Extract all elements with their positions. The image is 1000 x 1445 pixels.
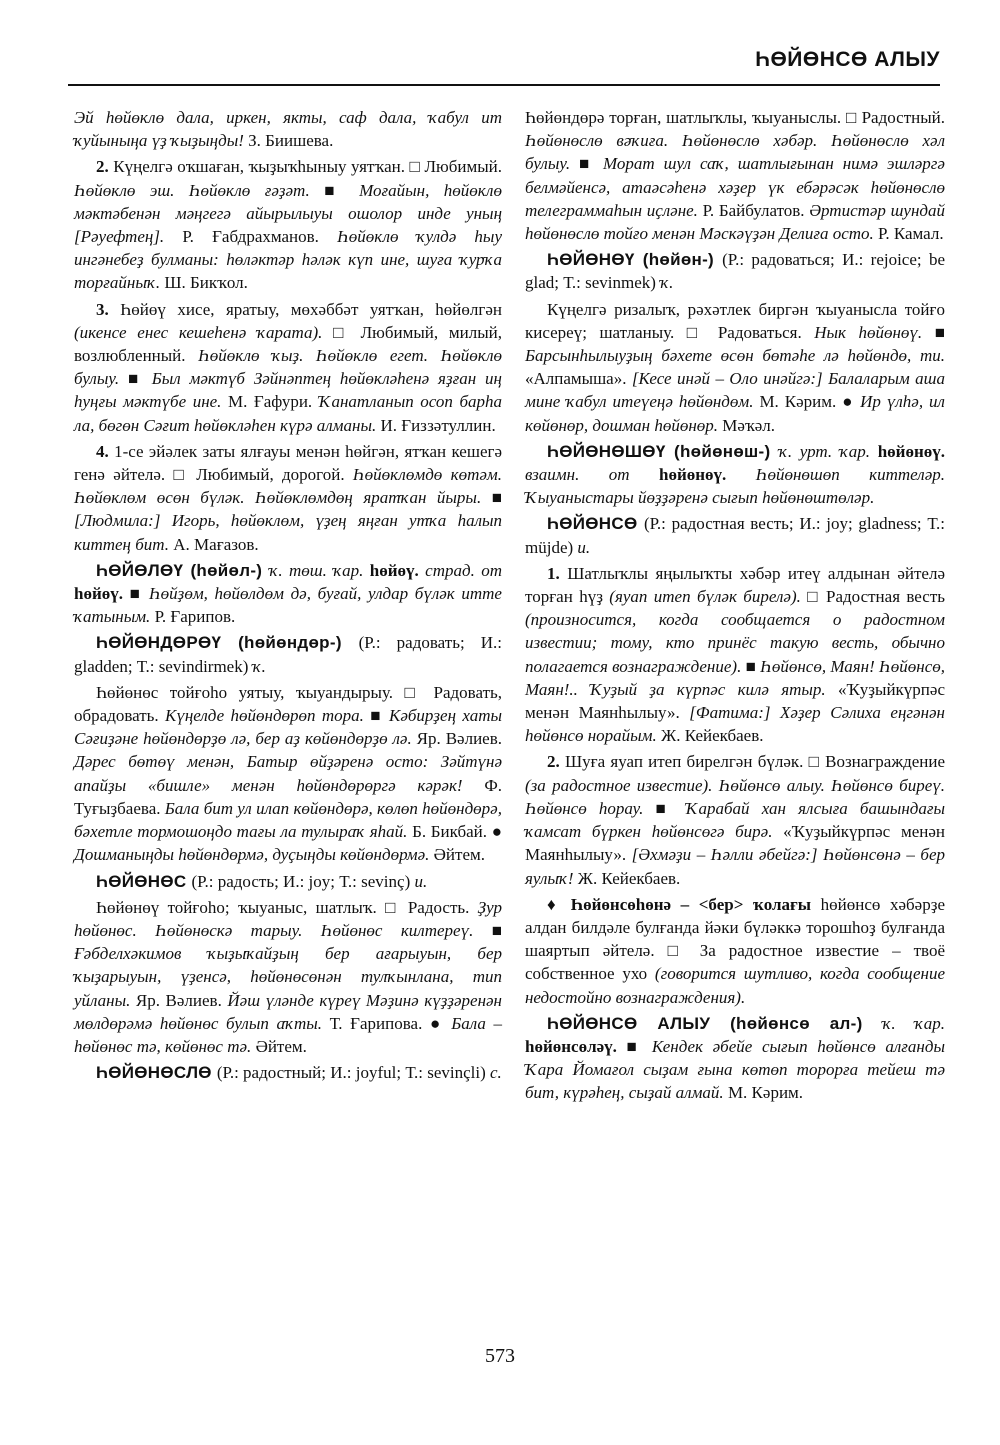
headword: ҺӨЙӨНСӨ АЛЫУ (һөйөнсө ал-) <box>547 1013 883 1033</box>
dictionary-paragraph <box>74 440 502 556</box>
text-run: И. Ғиззәтуллин. <box>380 415 496 435</box>
text-run: Ғәбделхәкимов ҡыҙыҡайҙың бер ағарыуын, бер ҡыҙарыуын, үҙенсә, һөйөнөсөнән тулҡынлана, тип уйланы. <box>74 944 502 1010</box>
text-run: Һөйөнсө, Маян! Һөйөнсө, Маян!.. Ҡуҙый ҙа күрпәс килә ятыр. <box>525 656 945 699</box>
text-run: (Р.: радостная весть; И.: joy; gladness; Т.: müjde) <box>525 514 945 557</box>
text-run: З. Биишева. <box>248 131 334 151</box>
text-run: □ Радостная весть <box>807 587 946 607</box>
text-run: Яр. Вәлиев. <box>416 729 502 749</box>
text-run: һөйөнөү. <box>658 465 756 485</box>
text-run: Морат шул саҡ, шатлығынан нимә эшләргә белмәйенсә, атаәсәһенә хәҙер үк ебәрәсәк һөйөнөслө телеграммаһын иҫләне. <box>525 154 945 220</box>
text-run: (Р.: радовать; И.: gladden; Т.: sevindirmek) <box>74 633 502 676</box>
text-run: һөйөнөү. <box>877 441 945 461</box>
text-run: Ир үлһә, ил көйөнөр, дошман һөйөнөр. <box>525 392 945 435</box>
page-number: 573 <box>485 1345 515 1367</box>
text-run: Ш. Бикҡол. <box>164 273 248 293</box>
text-run: Р. Байбулатов. <box>702 200 810 220</box>
text-run: А. Мағазов. <box>173 534 259 554</box>
headword: ҺӨЙӨНӨҮ (һөйөн-) <box>547 250 723 270</box>
text-run: страд. от <box>425 560 502 580</box>
text-run: Эй һөйөклө дала, иркен, якты, саф дала, ҡабул ит ҡуйыныңа үҙ ҡыҙыңды! <box>74 108 502 151</box>
text-run: Йәш үләнде күреү Мәҙинә күҙҙәренән мөлдөрәмә һөйөнөс булып аҡты. <box>74 990 502 1033</box>
text-run: Күңелгә оҡшаған, ҡыҙыҡһыныу уятҡан. □ Любимый. <box>113 157 502 177</box>
text-run: Т. Ғарипова. <box>329 1013 430 1033</box>
text-run: Һөйөклө ҡулдә һыу ингәнебеҙ булманы: һөләктәр һәләк күп ине, шуға ҡурҡа торғайныҡ. <box>74 227 502 293</box>
text-run: «Алпамыша». <box>525 369 632 389</box>
text-run: и. <box>577 537 591 557</box>
text-run: Һөйөклөмдө көтәм. Һөйөклөм өсөн бүләк. Һөйөклөмдөң яратҡан йыры. <box>74 465 502 508</box>
text-run: Был мәктүб Зәйнәптең һөйөкләһенә яҙған иң һуңғы мәктүбе ине. <box>74 369 502 412</box>
text-run: ● <box>429 1013 452 1033</box>
dictionary-paragraph <box>74 298 502 437</box>
text-run: Кәбирҙең хаты Сәғиҙәне һөйөндөрҙө лә, бер аҙ көйөндөрҙө лә. <box>74 706 502 749</box>
text-run: Барсынһылыуҙың бәхете өсөн бөтәһе лә һөйөндө, ти. <box>525 346 945 366</box>
text-run: ■ <box>579 154 603 174</box>
running-head: ҺӨЙӨНСӨ АЛЫУ <box>755 48 940 71</box>
text-run: Яр. Вәлиев. <box>135 990 228 1010</box>
text-run: Ж. Кейекбаев. <box>577 868 681 888</box>
text-run: «Ҡуҙыйкүрпәс менән Маянһылыу». <box>525 679 945 723</box>
text-run: (произносится, когда сообщается о радостном известии; тому, кто принёс такую весть, обычно полагается вознаграждение). <box>525 610 945 676</box>
text-run: Нык һөйөнөү. <box>814 322 935 342</box>
text-run: Һөйөнөү тойғоһо; ҡыуаныс, шатлыҡ. □ Радость. <box>96 897 478 917</box>
text-run: Күңелгә ризалыҡ, рәхәтлек биргән ҡыуанысла тойғо кисереү; шатланыу. □ Радоваться. <box>525 299 945 342</box>
text-run: 4. <box>96 441 115 461</box>
text-run: һөйөү. ■ <box>74 584 149 604</box>
headword: ҺӨЙӨНӨС <box>96 871 192 891</box>
headword: ҺӨЙӨНӨШӨҮ (һөйөнөш-) <box>547 441 779 461</box>
dictionary-paragraph <box>74 631 502 677</box>
text-run: Һөйөнөслө вәҡиға. Һөйөнөслө хәбәр. Һөйөнөслө хәл булыу. <box>525 131 945 174</box>
text-run: Һөйөнөс тойғоһо уятыу, ҡыуандырыу. □ Радовать, обрадовать. <box>74 682 502 726</box>
text-run: 1-се эйәлек заты ялғауы менән һөйгән, ятҡан кешегә генә әйтелә. □ Любимый, дорогой. <box>74 441 503 485</box>
text-run: (икенсе енес кешеһенә ҡарата). <box>74 322 334 342</box>
text-run: Күңелде һөйөндөрөп тора. <box>165 706 371 726</box>
dictionary-paragraph <box>525 750 945 889</box>
text-run: Бала – һөйөнөс тә, көйөнөс тә. <box>74 1013 502 1056</box>
text-run: ■ <box>370 706 390 726</box>
text-run: 2. <box>96 157 114 177</box>
text-run: Һөйөү хисе, яратыу, мөхәббәт уятҡан, һөйөлгән <box>120 299 502 319</box>
text-run: ҡ. урт. ҡар. <box>778 441 878 461</box>
text-run: Р. Ғабдрахманов. <box>182 227 338 247</box>
text-run: ■ <box>655 798 686 818</box>
dictionary-paragraph <box>525 1012 945 1105</box>
text-run: Мәҡәл. <box>722 415 775 435</box>
text-run: (Р.: радоваться; И.: rejoice; be glad; Т.: sevinmek) <box>525 250 945 293</box>
text-run: [Людмила:] Игорь, һөйөклөм, үҙең яңған утҡа һалып киттең бит. <box>74 511 502 554</box>
right-column <box>525 106 945 1105</box>
text-run: Дошманыңды һөйөндөрмә, дуҫыңды көйөндөрмә. <box>74 845 434 865</box>
headword: ҺӨЙӨНСӨ <box>547 514 644 534</box>
headword: ҺӨЙӨНДӨРӨҮ (һөйөндөр-) <box>96 633 359 653</box>
text-run: 2. <box>547 752 565 772</box>
text-run: ■ <box>934 322 945 342</box>
dictionary-paragraph <box>525 562 945 748</box>
text-run: Р. Ғарипов. <box>154 607 236 627</box>
text-run: Р. Камал. <box>878 224 944 244</box>
text-run: и. <box>414 871 428 891</box>
text-run: ҡ. <box>660 273 674 293</box>
text-run: Ҙур һөйөнөс. Һөйөнөскә тарыу. Һөйөнөс килтереү. <box>74 897 502 940</box>
text-run: Ҡанатланып осоп барһа ла, бөгөн Сәғит һөйөкләһен күрә алманы. <box>74 392 502 435</box>
text-run: ҡ. ҡар. <box>882 1013 945 1033</box>
text-run: ■ <box>127 369 152 389</box>
text-run: (Р.: радостный; И.: joyful; Т.: sevinçli) <box>216 1063 491 1083</box>
text-run: ■ <box>745 656 761 676</box>
text-run: Ҡарабай хан ялсыға башындағы ҡамсат бүркен һөйөнсөгә бирә. <box>525 798 945 842</box>
text-run: 1. <box>547 563 568 583</box>
text-run: [Фатима:] Хәҙер Сәлиха еңгәнән һөйөнсө норайым. <box>525 703 945 746</box>
text-run: М. Ғафури. <box>227 392 319 412</box>
text-run: ■ <box>324 180 360 200</box>
text-run: Әртистәр шундай һөйөнөслө тойғо менән Мәскәүҙән Делиға осто. <box>525 200 945 244</box>
dictionary-paragraph <box>525 248 945 294</box>
text-run: һөйөү. <box>369 560 426 580</box>
text-run: Һөйөнөшөп киттеләр. Ҡыуаныстары йөҙҙәренә сығып һөйөнөштөләр. <box>525 465 945 508</box>
text-run: ● <box>491 822 502 842</box>
text-run: Бала бит ул илап көйөндөрә, көлөп һөйөндөрә, бәхетле тормошоңдо тағы ла тулыраҡ яһай. <box>74 798 502 842</box>
dictionary-paragraph <box>74 681 502 867</box>
dictionary-paragraph <box>525 440 945 510</box>
dictionary-paragraph <box>525 893 945 1009</box>
text-run: ♦ Һөйөнсөһөнә – <бер> ҡолағы <box>547 894 821 914</box>
text-run: (за радостное известие). Һөйөнсө алыу. Һөйөнсө биреү. Һөйөнсө һорау. <box>525 775 945 818</box>
text-run: М. Кәрим. <box>727 1083 804 1103</box>
text-run: «Ҡуҙыйкүрпәс менән Маянһылыу». <box>525 822 945 865</box>
text-run: ҡ. төш. ҡар. <box>269 560 370 580</box>
text-run: с. <box>490 1063 502 1083</box>
headword: ҺӨЙӨЛӨҮ (һөйөл-) <box>96 560 270 580</box>
text-run: Һөйөклө ҡыҙ. Һөйөклө егет. Һөйөклө булыу. <box>74 346 502 389</box>
text-run: ● <box>842 392 861 412</box>
text-run: □ Любимый, милый, возлюбленный. <box>74 322 502 366</box>
text-run: Һөйөндөрә торған, шатлыҡлы, ҡыуаныслы. □ Радостный. <box>525 108 945 127</box>
text-run: 3. <box>96 299 121 319</box>
text-run: Шатлыҡлы яңылыҡты хәбәр итеү алдынан әйтелә торған һүҙ <box>525 563 946 607</box>
text-run: Һөйҙөм, һөйөлдөм дә, буғай, улдар бүләк итте ҡатыным. <box>74 584 502 627</box>
text-run: һөйөнсө хәбәрҙе алдан билдәле булғанда йәки бүләккә торошһоҙ булғанда шаяртып әйтелә. □ За радостное известие – твоё собственное ухо <box>525 894 945 984</box>
text-run: Дәрес бөтөү менән, Батыр өйҙәренә осто: Зәйтүнә апайҙы «бишле» менән һөйөндөрөргә кәрәк! <box>74 752 502 795</box>
text-run: (Р.: радость; И.: joy; Т.: sevinç) <box>191 871 415 891</box>
text-run: Кендек әбейе сығып һөйөнсө алғанды Ҡара Йомағол сыҙам ғына көтөп торорға тейеш тә бит, күрәһең, сыҙай алмай. <box>525 1036 945 1103</box>
left-column <box>74 106 502 1084</box>
text-run: ■ <box>491 920 502 940</box>
dictionary-paragraph <box>74 559 502 629</box>
text-run: [Кесе инәй – Оло инәйгә:] Балаларым аша мине ҡабул итеүеңә һөйөндөм. <box>525 369 946 412</box>
text-run: М. Кәрим. <box>759 392 843 412</box>
dictionary-paragraph <box>74 106 502 152</box>
text-run: (говорится шутливо, когда сообщение недостойно вознаграждения). <box>525 964 945 1007</box>
text-run: ҡ. <box>252 656 266 676</box>
text-run: Әйтем. <box>433 845 485 865</box>
dictionary-paragraph <box>525 106 945 245</box>
dictionary-paragraph <box>74 870 502 893</box>
dictionary-paragraph <box>74 155 502 294</box>
text-run: Моғайын, һөйөклө мәктәбенән мәңгегә айырылыуы ошолор инде уның [Рәуефтең]. <box>74 180 502 247</box>
text-run: Ф. Туғыҙбаева. <box>74 775 502 818</box>
text-run: взаимн. от <box>525 465 659 485</box>
text-run: [Әхмәҙи – Һәлли әбейгә:] Һөйөнсөнә – бер яулыҡ! <box>525 845 945 888</box>
text-run: Ж. Кейекбаев. <box>661 726 764 746</box>
text-run: Шуға яуап итеп бирелгән бүләк. □ Вознаграждение <box>565 752 945 772</box>
text-run: Б. Бикбай. <box>412 822 492 842</box>
text-run: ■ <box>491 488 502 508</box>
headword: ҺӨЙӨНӨСЛӨ <box>96 1063 217 1083</box>
header-rule <box>68 84 940 86</box>
text-run: (яуап итеп бүләк бирелә). <box>609 587 808 607</box>
text-run: Әйтем. <box>255 1036 307 1056</box>
dictionary-paragraph <box>525 298 945 437</box>
text-run: Һөйөклө эш. Һөйөклө ғәҙәт. <box>74 180 325 200</box>
dictionary-paragraph <box>525 512 945 558</box>
text-run: һөйөнсөләү. ■ <box>525 1036 652 1056</box>
dictionary-paragraph <box>74 896 502 1058</box>
dictionary-paragraph <box>74 1061 502 1084</box>
